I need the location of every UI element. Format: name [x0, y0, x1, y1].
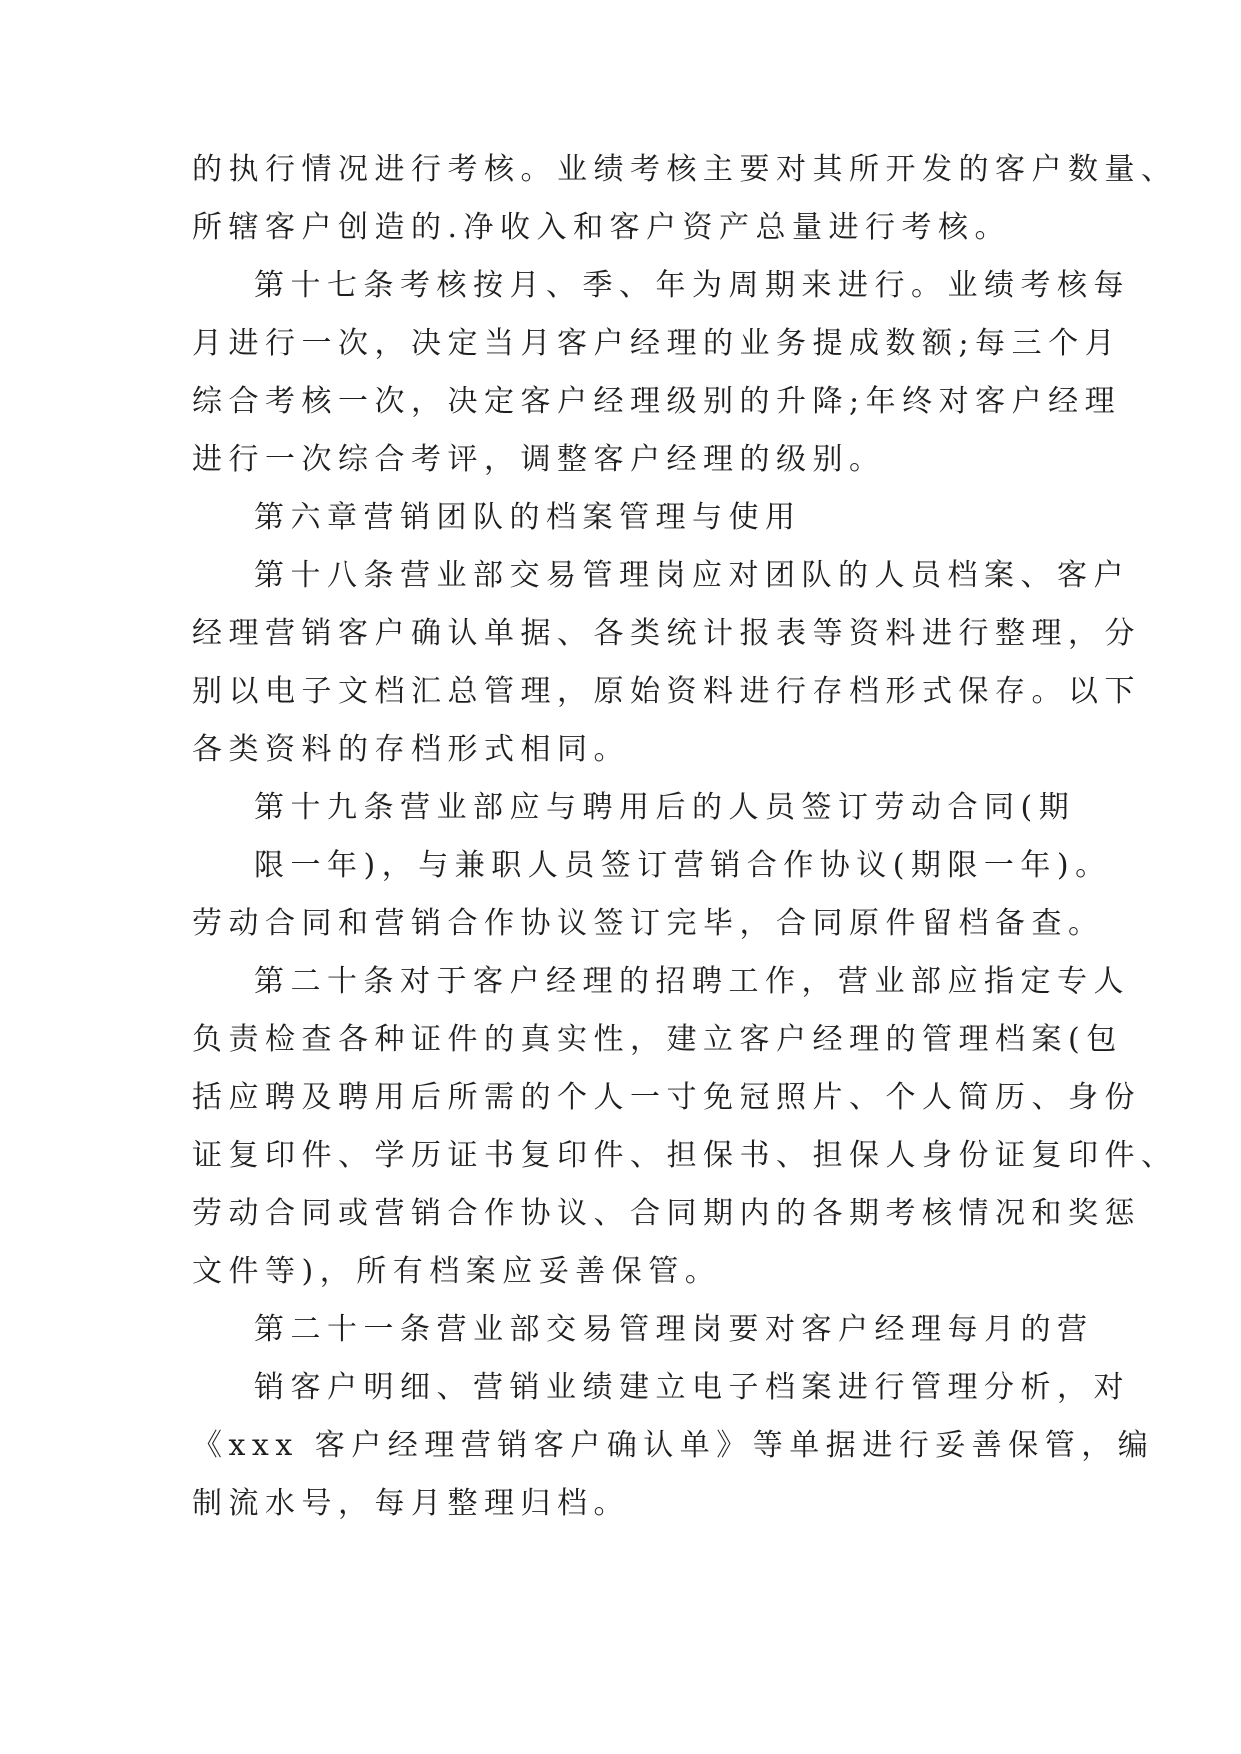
text-line: 综合考核一次，决定客户经理级别的升降;年终对客户经理 [192, 384, 1122, 419]
text-line: 第二十条对于客户经理的招聘工作，营业部应指定专人 [254, 964, 1130, 999]
text-line: 所辖客户创造的.净收入和客户资产总量进行考核。 [192, 210, 1012, 245]
text-line: 经理营销客户确认单据、各类统计报表等资料进行整理，分 [192, 616, 1141, 651]
text-line: 《xxx 客户经理营销客户确认单》等单据进行妥善保管，编 [192, 1428, 1155, 1463]
text-line: 进行一次综合考评，调整客户经理的级别。 [192, 442, 886, 477]
text-line: 各类资料的存档形式相同。 [192, 732, 630, 767]
text-line: 限一年)，与兼职人员签订营销合作协议(期限一年)。 [254, 848, 1112, 883]
text-line: 第十七条考核按月、季、年为周期来进行。业绩考核每 [254, 268, 1130, 303]
text-line: 负责检查各种证件的真实性，建立客户经理的管理档案(包 [192, 1022, 1123, 1057]
text-line: 文件等)，所有档案应妥善保管。 [192, 1254, 722, 1289]
text-line: 别以电子文档汇总管理，原始资料进行存档形式保存。以下 [192, 674, 1141, 709]
text-line: 括应聘及聘用后所需的个人一寸免冠照片、个人简历、身份 [192, 1080, 1141, 1115]
text-line: 证复印件、学历证书复印件、担保书、担保人身份证复印件、 [192, 1138, 1178, 1173]
text-line: 月进行一次，决定当月客户经理的业务提成数额;每三个月 [192, 326, 1122, 361]
text-line: 劳动合同和营销合作协议签订完毕，合同原件留档备查。 [192, 906, 1105, 941]
text-line: 第十九条营业部应与聘用后的人员签订劳动合同(期 [254, 790, 1076, 825]
text-line: 销客户明细、营销业绩建立电子档案进行管理分析，对 [254, 1370, 1130, 1405]
text-line: 制流水号，每月整理归档。 [192, 1486, 630, 1521]
text-line: 第十八条营业部交易管理岗应对团队的人员档案、客户 [254, 558, 1130, 593]
text-line: 的执行情况进行考核。业绩考核主要对其所开发的客户数量、 [192, 152, 1178, 187]
chapter-heading: 第六章营销团队的档案管理与使用 [254, 500, 802, 535]
text-line: 劳动合同或营销合作协议、合同期内的各期考核情况和奖惩 [192, 1196, 1141, 1231]
text-line: 第二十一条营业部交易管理岗要对客户经理每月的营 [254, 1312, 1094, 1347]
